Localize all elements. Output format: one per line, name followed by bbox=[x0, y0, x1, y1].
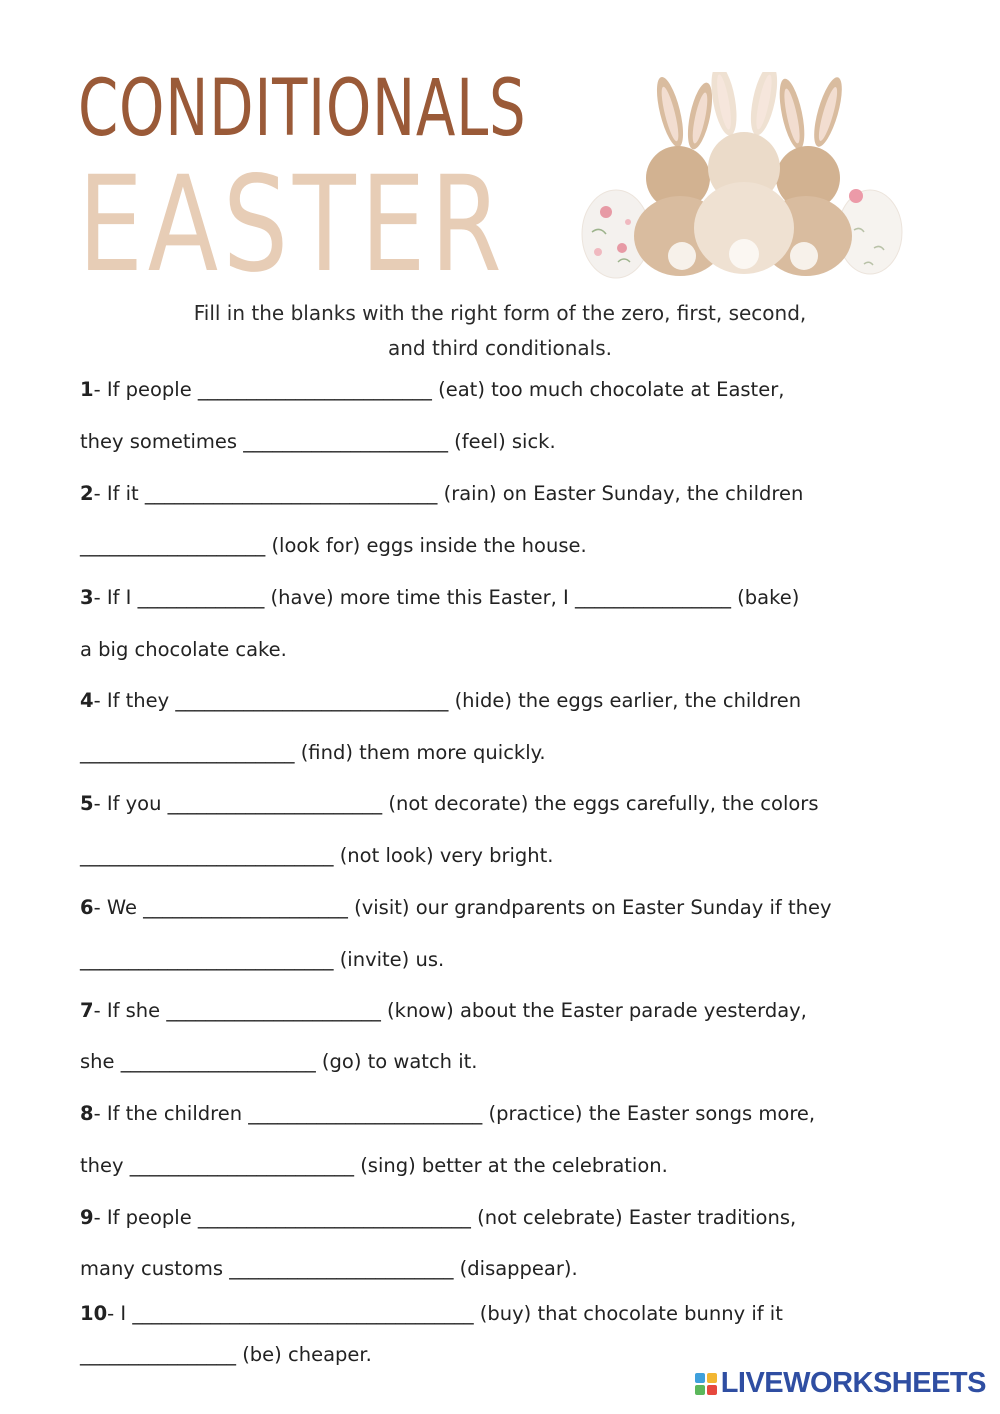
question-3-line-2: a big chocolate cake. bbox=[80, 638, 287, 661]
question-1-line-1 bbox=[80, 378, 784, 401]
question-1-line-2: they sometimes _____________________ (feel) sick. bbox=[80, 430, 556, 453]
question-6-line-1 bbox=[80, 896, 832, 919]
title-easter: EASTER bbox=[78, 148, 507, 302]
question-8-line-1 bbox=[80, 1102, 815, 1125]
question-number: 4 bbox=[80, 689, 94, 712]
question-number: 9 bbox=[80, 1206, 94, 1229]
question-text: - If people ____________________________ (not celebrate) Easter traditions, bbox=[93, 1206, 797, 1229]
liveworksheets-logo-icon bbox=[695, 1373, 717, 1395]
bunnies-and-eggs-illustration bbox=[578, 72, 908, 282]
logo-square bbox=[707, 1373, 717, 1383]
question-number: 3 bbox=[80, 586, 94, 609]
question-number: 10 bbox=[80, 1302, 108, 1325]
question-number: 1 bbox=[80, 378, 94, 401]
question-10-line-1 bbox=[80, 1302, 783, 1325]
question-4-line-2: ______________________ (find) them more quickly. bbox=[80, 741, 546, 764]
question-text: - I ___________________________________ (buy) that chocolate bunny if it bbox=[107, 1302, 783, 1325]
question-7-line-1 bbox=[80, 999, 807, 1022]
question-9-line-2: many customs _______________________ (disappear). bbox=[80, 1257, 578, 1280]
instructions-line-2: and third conditionals. bbox=[387, 336, 613, 360]
question-number: 8 bbox=[80, 1102, 94, 1125]
question-text: - If she ______________________ (know) about the Easter parade yesterday, bbox=[93, 999, 807, 1022]
brand-name: LIVEWORKSHEETS bbox=[720, 1367, 986, 1399]
logo-square bbox=[695, 1385, 705, 1395]
liveworksheets-brand bbox=[695, 1367, 986, 1400]
logo-square bbox=[707, 1385, 717, 1395]
question-8-line-2: they _______________________ (sing) better at the celebration. bbox=[80, 1154, 668, 1177]
instructions-line-1: Fill in the blanks with the right form of the zero, first, second, bbox=[193, 301, 807, 325]
title-conditionals: CONDITIONALS bbox=[78, 64, 527, 154]
question-9-line-1 bbox=[80, 1206, 796, 1229]
question-text: - If it ______________________________ (rain) on Easter Sunday, the children bbox=[93, 482, 804, 505]
question-2-line-1 bbox=[80, 482, 803, 505]
logo-square bbox=[695, 1373, 705, 1383]
question-text: - We _____________________ (visit) our grandparents on Easter Sunday if they bbox=[93, 896, 832, 919]
question-4-line-1 bbox=[80, 689, 801, 712]
question-number: 2 bbox=[80, 482, 94, 505]
question-text: - If I _____________ (have) more time this Easter, I ________________ (bake) bbox=[93, 586, 800, 609]
question-text: - If people ________________________ (eat) too much chocolate at Easter, bbox=[93, 378, 785, 401]
question-5-line-2: __________________________ (not look) very bright. bbox=[80, 844, 554, 867]
question-2-line-2: ___________________ (look for) eggs inside the house. bbox=[80, 534, 587, 557]
question-number: 5 bbox=[80, 792, 94, 815]
question-3-line-1 bbox=[80, 586, 799, 609]
question-text: - If you ______________________ (not decorate) the eggs carefully, the colors bbox=[93, 792, 819, 815]
question-number: 6 bbox=[80, 896, 94, 919]
question-7-line-2: she ____________________ (go) to watch it. bbox=[80, 1050, 478, 1073]
question-number: 7 bbox=[80, 999, 94, 1022]
question-6-line-2: __________________________ (invite) us. bbox=[80, 948, 445, 971]
question-10-line-2: ________________ (be) cheaper. bbox=[80, 1343, 372, 1366]
question-text: - If they ____________________________ (hide) the eggs earlier, the children bbox=[93, 689, 802, 712]
instructions bbox=[120, 296, 880, 366]
question-5-line-1 bbox=[80, 792, 818, 815]
question-text: - If the children ________________________ (practice) the Easter songs more, bbox=[93, 1102, 816, 1125]
